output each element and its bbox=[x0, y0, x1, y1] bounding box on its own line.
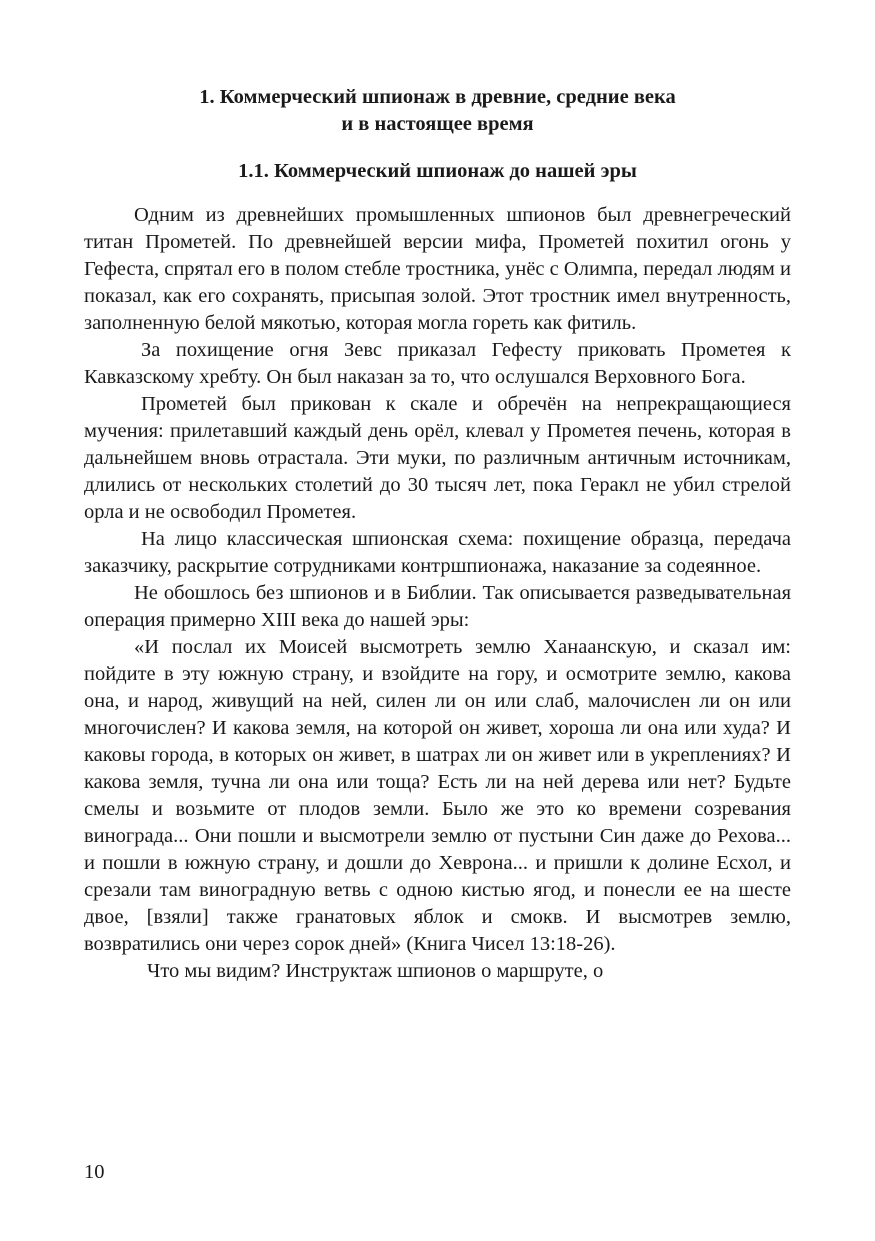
paragraph-bible-quote: «И послал их Моисей высмотреть землю Ханаанскую, и сказал им: пойдите в эту южную страну, и взойдите на гору, и осмотрите землю, какова она, и народ, живущий на ней, силен ли он или слаб, малочислен ли он или многочислен? И какова земля, на которой он живет, хороша ли она или худа? И каковы города, в которых он живет, в шатрах ли он живет или в укреплениях? И какова земля, тучна ли она или тоща? Есть ли на ней дерева или нет? Будьте смелы и возьмите от плодов земли. Было же это ко времени созревания винограда... Они пошли и высмотрели землю от пустыни Син даже до Рехова... и пошли в южную страну, и дошли до Хеврона... и пришли к долине Есхол, и срезали там виноградную ветвь с одною кистью ягод, и понесли ее на шесте двое, [взяли] также гранатовых яблок и смокв. И высмотрев землю, возвратились они через сорок дней» (Книга Чисел 13:18-26). bbox=[84, 636, 791, 955]
chapter-title-line-2: и в настоящее время bbox=[341, 113, 534, 135]
paragraph-bible-intro: Не обошлось без шпионов и в Библии. Так описывается разведывательная операция примерно XIII века до нашей эры: bbox=[84, 582, 791, 631]
paragraph-what-we-see: Что мы видим? Инструктаж шпионов о маршруте, о bbox=[147, 960, 604, 982]
chapter-title-line-1: 1. Коммерческий шпионаж в древние, средние века bbox=[199, 86, 676, 108]
paragraph-zeus-punishment: За похищение огня Зевс приказал Гефесту приковать Прометея к Кавказскому хребту. Он был наказан за то, что ослушался Верховного Бога. bbox=[84, 339, 791, 388]
section-title: 1.1. Коммерческий шпионаж до нашей эры bbox=[238, 160, 637, 182]
paragraph-prometheus-torment: Прометей был прикован к скале и обречён на непрекращающиеся мучения: прилетавший каждый день орёл, клевал у Прометея печень, которая в дальнейшем вновь отрастала. Эти муки, по различным античным источникам, длились от нескольких столетий до 30 тысяч лет, пока Геракл не убил стрелой орла и не освободил Прометея. bbox=[84, 393, 791, 523]
page-body bbox=[84, 84, 791, 985]
chapter-title bbox=[84, 84, 791, 138]
paragraph-spy-scheme: На лицо классическая шпионская схема: похищение образца, передача заказчику, раскрытие сотрудниками контршпионажа, наказание за содеянное. bbox=[84, 528, 791, 577]
page-number: 10 bbox=[84, 1161, 105, 1183]
paragraph-prometheus-intro: Одним из древнейших промышленных шпионов был древнегреческий титан Прометей. По древнейшей версии мифа, Прометей похитил огонь у Гефеста, спрятал его в полом стебле тростника, унёс с Олимпа, передал людям и показал, как его сохранять, присыпая золой. Этот тростник имел внутренность, заполненную белой мякотью, которая могла гореть как фитиль. bbox=[84, 204, 791, 334]
